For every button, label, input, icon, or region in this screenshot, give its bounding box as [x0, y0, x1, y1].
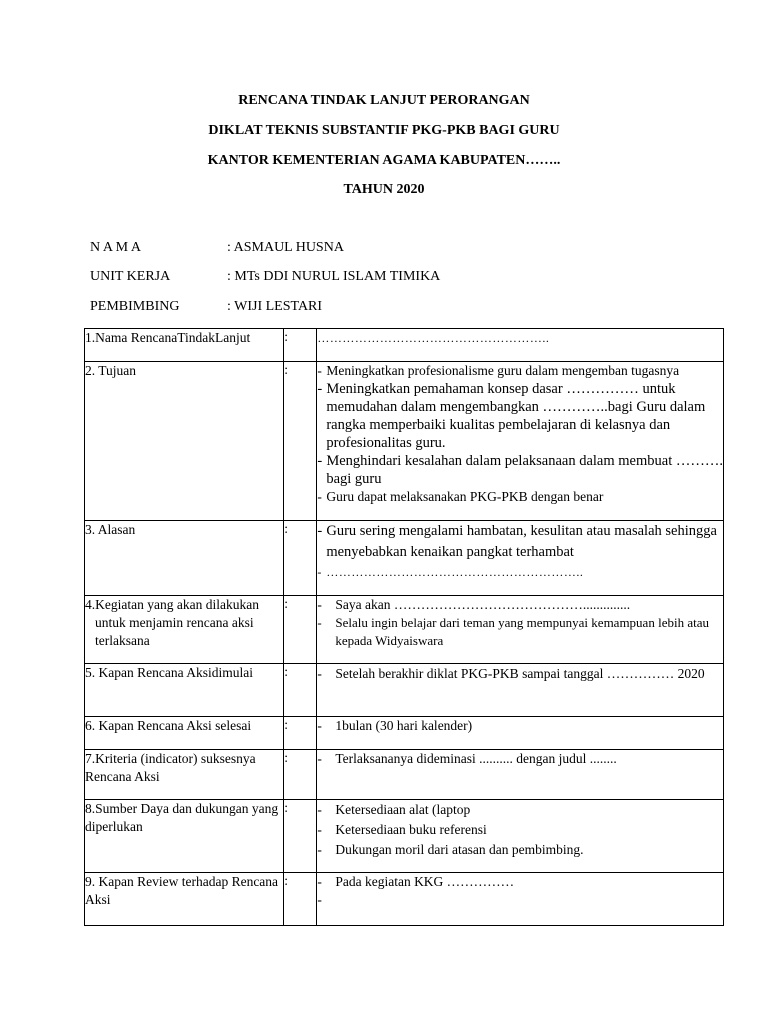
nama-value: : ASMAUL HUSNA [227, 240, 344, 255]
value-text: ……………………………………………….. [317, 331, 550, 345]
unit-kerja-value: : MTs DDI NURUL ISLAM TIMIKA [227, 269, 441, 284]
row-colon: : [284, 596, 317, 664]
list-item: - Dukungan moril dari atasan dan pembimbing. [317, 842, 584, 857]
row-value [317, 717, 724, 750]
row-colon: : [284, 873, 317, 926]
row-colon: : [284, 664, 317, 717]
row-label: 7.Kriteria (indicator) suksesnya Rencana Aksi [85, 750, 284, 800]
row-label: 5. Kapan Rencana Aksidimulai [85, 664, 284, 717]
table-row-nama-rencana [85, 329, 724, 362]
list-item: - Meningkatkan pemahaman konsep dasar …………… untuk memudahan dalam mengembangkan …………..bagi Guru dalam rangka memperbaiki kualitas pembelajaran di kelasnya dan profesionalitas guru. [317, 381, 706, 451]
row-colon: : [284, 521, 317, 596]
table-row-kriteria [85, 750, 724, 800]
row-value [317, 596, 724, 664]
table-row-kegiatan [85, 596, 724, 664]
list-item: - Guru sering mengalami hambatan, kesulitan atau masalah sehingga menyebabkan kenaikan pangkat terhambat [317, 523, 717, 560]
document-subtitle: DIKLAT TEKNIS SUBSTANTIF PKG-PKB BAGI GURU [208, 123, 560, 138]
table-row-tujuan [85, 362, 724, 521]
list-item: - Pada kegiatan KKG …………… [317, 874, 515, 889]
document-year: TAHUN 2020 [343, 182, 425, 197]
rencana-table [84, 328, 724, 926]
row-value [317, 873, 724, 926]
row-value [317, 664, 724, 717]
row-value [317, 750, 724, 800]
row-colon: : [284, 329, 317, 362]
row-label: 4.Kegiatan yang akan dilakukan untuk menjamin rencana aksi terlaksana [85, 596, 284, 664]
row-label: 6. Kapan Rencana Aksi selesai [85, 717, 284, 750]
list-item: - Guru dapat melaksanakan PKG-PKB dengan benar [317, 489, 604, 504]
row-colon: : [284, 750, 317, 800]
table-row-alasan [85, 521, 724, 596]
row-colon: : [284, 717, 317, 750]
list-item: - Selalu ingin belajar dari teman yang mempunyai kemampuan lebih atau kepada Widyaiswara [317, 615, 709, 648]
row-label: 8.Sumber Daya dan dukungan yang diperlukan [85, 800, 284, 873]
row-colon: : [284, 800, 317, 873]
row-value [317, 362, 724, 521]
list-item: - Saya akan …………………………………….............. [317, 597, 631, 612]
row-value [317, 329, 724, 362]
list-item: - …………………………………………………….. [317, 565, 584, 579]
unit-kerja-label: UNIT KERJA [90, 269, 171, 284]
row-value [317, 800, 724, 873]
table-row-kapan-mulai [85, 664, 724, 717]
list-item: - 1bulan (30 hari kalender) [317, 718, 473, 733]
table-row-sumber-daya [85, 800, 724, 873]
list-item: - Menghindari kesalahan dalam pelaksanaan dalam membuat ………. bagi guru [317, 453, 723, 487]
nama-label: N A M A [90, 240, 141, 255]
row-value [317, 521, 724, 596]
list-item: - [317, 892, 322, 907]
document-office: KANTOR KEMENTERIAN AGAMA KABUPATEN…….. [207, 153, 561, 168]
table-row-kapan-selesai [85, 717, 724, 750]
row-label: 3. Alasan [85, 521, 284, 596]
row-colon: : [284, 362, 317, 521]
row-label: 1.Nama RencanaTindakLanjut [85, 329, 284, 362]
list-item: - Ketersediaan alat (laptop [317, 802, 471, 817]
row-label: 2. Tujuan [85, 362, 284, 521]
table-row-review [85, 873, 724, 926]
list-item: - Terlaksananya dideminasi .......... dengan judul ........ [317, 751, 617, 766]
list-item: - Setelah berakhir diklat PKG-PKB sampai tanggal …………… 2020 [317, 666, 705, 681]
list-item: - Meningkatkan profesionalisme guru dalam mengemban tugasnya [317, 363, 680, 378]
document-title: RENCANA TINDAK LANJUT PERORANGAN [238, 93, 530, 108]
list-item: - Ketersediaan buku referensi [317, 822, 487, 837]
pembimbing-value: : WIJI LESTARI [227, 299, 323, 314]
pembimbing-label: PEMBIMBING [90, 299, 180, 314]
row-label: 9. Kapan Review terhadap Rencana Aksi [85, 873, 284, 926]
